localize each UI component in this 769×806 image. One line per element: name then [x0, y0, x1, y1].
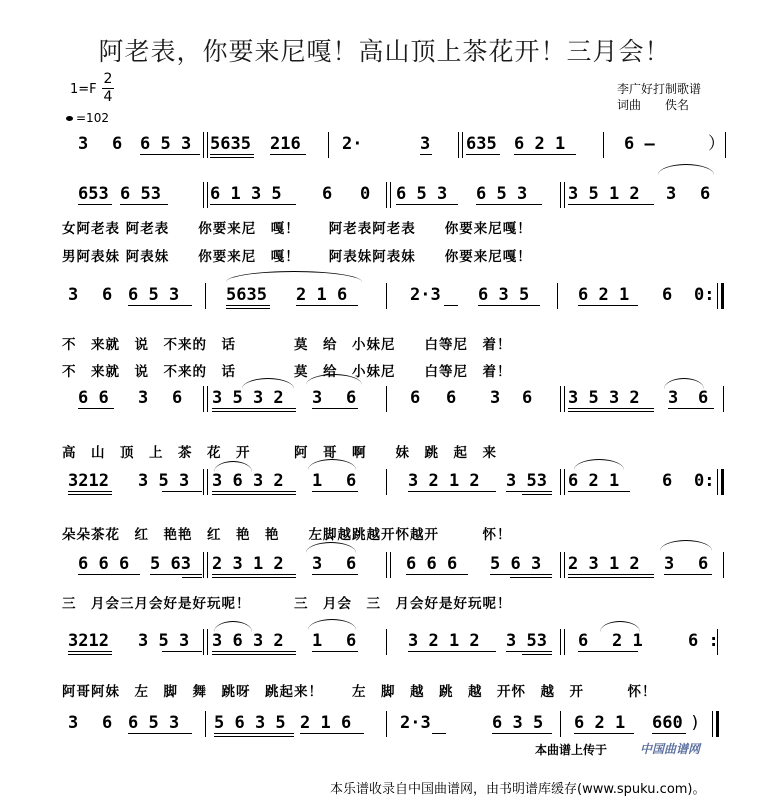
note-group: 6	[698, 554, 709, 574]
note-group: 3	[78, 134, 89, 154]
note-group: 3	[420, 134, 431, 154]
note-group: 3	[490, 388, 501, 408]
note-group: 3	[138, 388, 149, 408]
upload-note: 本曲谱上传于	[535, 743, 608, 757]
note-group: 5 6 3 5	[214, 713, 286, 733]
note-group: 0:	[694, 471, 715, 491]
note-group: 3 5 1 2	[568, 184, 640, 204]
note-group: 6 2 1	[568, 471, 620, 491]
score-title: 阿老表，你要来尼嘎！高山顶上茶花开！三月会！	[98, 37, 671, 66]
lyric-line: 阿哥阿妹 左 脚 舞 跳呀 跳起来！ 左 脚 越 跳 越 开怀 越 开 怀！	[62, 684, 657, 700]
note-group: 6 5 3	[476, 184, 528, 204]
credit-composer: 词曲 佚名	[617, 98, 690, 112]
note-group: 3 6 3 2	[212, 471, 284, 491]
note-group: 6 :	[688, 631, 719, 651]
note-group: 1	[312, 471, 323, 491]
credit-engraver: 李广好打制歌谱	[617, 82, 702, 96]
note-group: 5635	[226, 285, 267, 305]
note-group: 6	[112, 134, 123, 154]
note-group: 6	[102, 285, 113, 305]
note-group: 635	[466, 134, 497, 154]
note-group: 6	[346, 471, 357, 491]
note-group: 5635	[210, 134, 251, 154]
note-group: 6	[322, 184, 333, 204]
note-group: 6	[446, 388, 457, 408]
note-group: 3 2 1 2	[408, 631, 480, 651]
note-group: )	[690, 713, 701, 733]
note-group: 6 2 1	[574, 713, 626, 733]
note-group: 6 5 3	[396, 184, 448, 204]
note-group: 3 53	[506, 471, 547, 491]
note-group: 0	[360, 184, 371, 204]
note-group: 3 5 3	[138, 631, 190, 651]
note-group: 3	[664, 554, 675, 574]
note-group: 2·3	[400, 713, 431, 733]
note-group: 6	[700, 184, 711, 204]
note-group: 6	[578, 631, 589, 651]
note-group: 2 3 1 2	[212, 554, 284, 574]
note-group: 6 1 3 5	[210, 184, 282, 204]
note-group: 6	[346, 388, 357, 408]
note-group: 3	[312, 554, 323, 574]
note-group: 6	[172, 388, 183, 408]
note-group: 6 6 6	[78, 554, 130, 574]
lyric-line: 朵朵茶花 红 艳艳 红 艳 艳 左脚越跳越开怀越开 怀！	[62, 527, 512, 543]
note-group: 6 5 3	[128, 713, 180, 733]
note-group: 6 2 1	[578, 285, 630, 305]
footer-text: 本乐谱收录自中国曲谱网，由书明谱库缓存(www.spuku.com)。	[330, 782, 706, 797]
note-group: 1	[312, 631, 323, 651]
note-group: ）	[708, 134, 725, 154]
note-group: 6 2 1	[514, 134, 566, 154]
note-group: 3	[666, 184, 677, 204]
note-group: 5 6 3	[490, 554, 542, 574]
note-group: 3 5 3 2	[568, 388, 640, 408]
time-signature	[102, 71, 114, 106]
note-group: 3 5 3 2	[212, 388, 284, 408]
lyric-line: 高 山 顶 上 茶 花 开 阿 哥 啊 妹 跳 起 来	[62, 445, 497, 461]
note-group: 3 53	[506, 631, 547, 651]
lyric-line: 女阿老表 阿老表 你要来尼 嘎！ 阿老表阿老表 你要来尼嘎！	[62, 221, 532, 237]
score-row-7	[0, 631, 769, 683]
time-sig-numerator: 2	[103, 71, 113, 87]
lyric-line: 男阿表妹 阿表妹 你要来尼 嘎！ 阿表妹阿表妹 你要来尼嘎！	[62, 249, 532, 265]
lyric-line: 三 月会三月会好是好玩呢！ 三 月会 三 月会好是好玩呢！	[62, 596, 512, 612]
note-group: 6	[522, 388, 533, 408]
note-group: 6	[102, 713, 113, 733]
note-group: 6	[662, 285, 673, 305]
note-group: 3	[68, 713, 79, 733]
note-group: 6 –	[624, 134, 655, 154]
note-group: 2 1 6	[296, 285, 348, 305]
time-sig-denominator: 4	[103, 89, 113, 105]
note-group: 6 3 5	[492, 713, 544, 733]
lyric-line: 不 来就 说 不来的 话 莫 给 小妹尼 白等尼 着！	[62, 364, 512, 380]
note-group: 2·	[342, 134, 363, 154]
note-group: 660	[652, 713, 683, 733]
note-group: 3	[312, 388, 323, 408]
tempo-marking	[66, 111, 109, 125]
quarter-note-icon	[66, 116, 73, 121]
note-group: 6 3 5	[478, 285, 530, 305]
note-group: 6	[346, 631, 357, 651]
tempo-value: =102	[76, 111, 109, 125]
note-group: 2 3 1 2	[568, 554, 640, 574]
note-group: 2·3	[410, 285, 441, 305]
note-group: 6	[410, 388, 421, 408]
note-group: 2 1	[612, 631, 643, 651]
note-group: 6 53	[120, 184, 161, 204]
score-row-5	[0, 471, 769, 523]
note-group: 6 6 6	[406, 554, 458, 574]
note-group: 216	[270, 134, 301, 154]
score-row-3	[0, 285, 769, 337]
note-group: 6	[662, 471, 673, 491]
key-signature: 1=F	[70, 82, 97, 97]
site-logo: 中国曲谱网	[640, 742, 701, 756]
note-group: 6	[698, 388, 709, 408]
score-row-1	[0, 134, 769, 186]
note-group: 6 6	[78, 388, 109, 408]
score-row-4	[0, 388, 769, 440]
lyric-line: 不 来就 说 不来的 话 莫 给 小妹尼 白等尼 着！	[62, 337, 512, 353]
note-group: 6	[346, 554, 357, 574]
note-group: 6 5 3	[140, 134, 192, 154]
note-group: 3 6 3 2	[212, 631, 284, 651]
note-group: 3 5 3	[138, 471, 190, 491]
note-group: 3 2 1 2	[408, 471, 480, 491]
note-group: 653	[78, 184, 109, 204]
note-group: 3212	[68, 631, 109, 651]
note-group: 0:	[694, 285, 715, 305]
note-group: 3	[668, 388, 679, 408]
note-group: 3	[68, 285, 79, 305]
note-group: 6 5 3	[128, 285, 180, 305]
note-group: 2 1 6	[300, 713, 352, 733]
note-group: 5 63	[150, 554, 191, 574]
credits	[617, 81, 701, 113]
note-group: 3212	[68, 471, 109, 491]
